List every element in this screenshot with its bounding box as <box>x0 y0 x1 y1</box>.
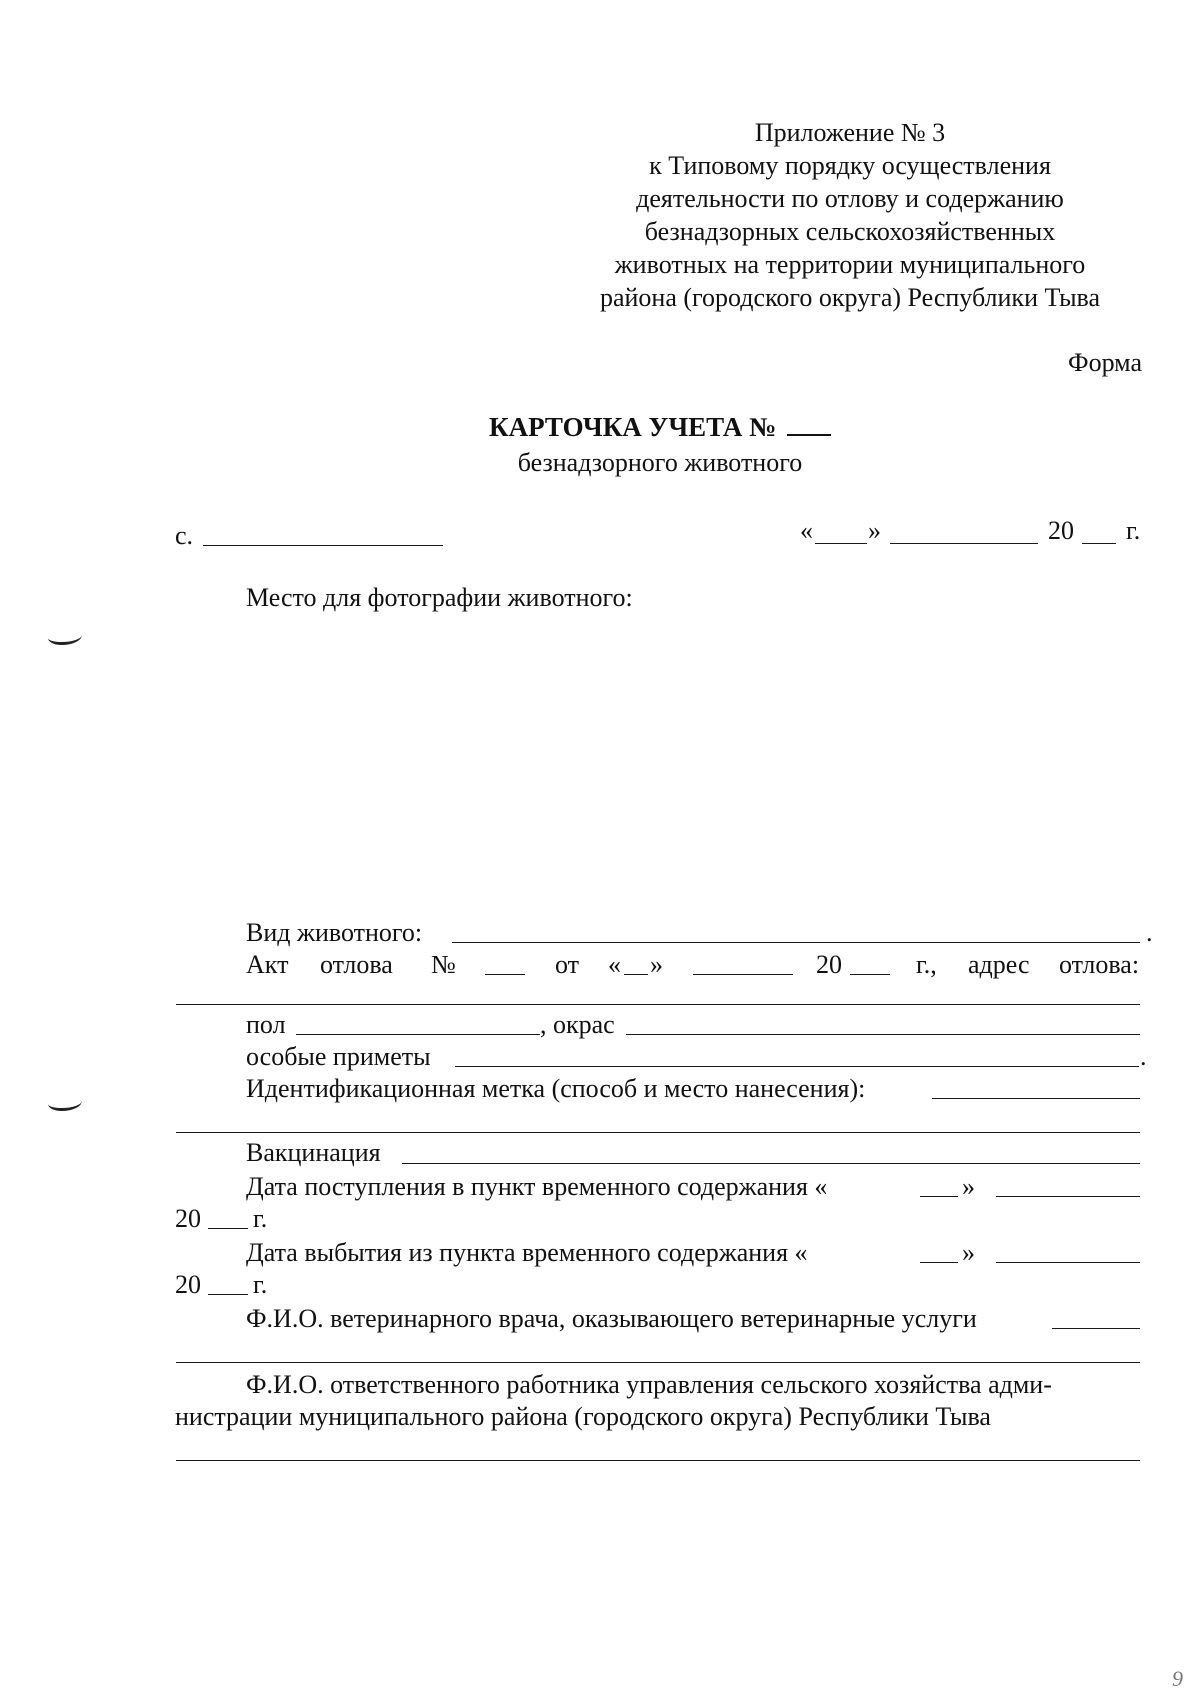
vet-name-label: Ф.И.О. ветеринарного врача, оказывающего ветеринарные услуги <box>246 1304 977 1333</box>
year-prefix: 20 <box>1048 516 1074 545</box>
period: . <box>1140 1042 1147 1071</box>
arrival-year-prefix: 20 <box>175 1204 201 1233</box>
act-label: Акт <box>246 950 289 979</box>
act-capture-label: отлова <box>320 950 393 979</box>
vaccination-field[interactable] <box>402 1163 1140 1164</box>
act-year-prefix: 20 <box>816 950 842 979</box>
page-number: 9 <box>1172 1666 1183 1691</box>
arrival-quote-close: » <box>962 1172 975 1201</box>
photo-label: Место для фотографии животного: <box>246 583 633 612</box>
month-field[interactable] <box>890 543 1038 544</box>
place-field[interactable] <box>203 545 443 546</box>
date-quote-open: « <box>800 516 813 545</box>
departure-month-field[interactable] <box>996 1262 1140 1263</box>
id-tag-label: Идентификационная метка (способ и место нанесения): <box>246 1074 866 1103</box>
act-number-field[interactable] <box>485 974 525 975</box>
card-number-blank[interactable] <box>787 414 831 436</box>
appendix-line: безнадзорных сельскохозяйственных <box>644 217 1056 246</box>
act-day-field[interactable] <box>624 974 648 975</box>
id-tag-field-continued[interactable] <box>176 1132 1140 1133</box>
appendix-line: деятельности по отлову и содержанию <box>636 184 1064 213</box>
place-prefix: с. <box>175 521 194 550</box>
departure-year-suffix: г. <box>253 1270 268 1299</box>
act-address-label: адрес <box>968 950 1030 979</box>
color-field[interactable] <box>626 1034 1140 1035</box>
departure-day-field[interactable] <box>920 1262 958 1263</box>
act-from-label: от <box>555 950 580 979</box>
year-suffix: г. <box>1126 516 1141 545</box>
page-subtitle: безнадзорного животного <box>517 448 803 477</box>
departure-year-prefix: 20 <box>175 1270 201 1299</box>
arrival-date-label: Дата поступления в пункт временного содержания « <box>246 1172 828 1201</box>
appendix-line: Приложение № 3 <box>754 118 946 147</box>
punch-mark <box>48 628 82 645</box>
act-capture-end-label: отлова: <box>1059 950 1140 979</box>
id-tag-field[interactable] <box>932 1098 1140 1099</box>
title-text: КАРТОЧКА УЧЕТА № <box>489 412 777 442</box>
date-quote-close: » <box>868 516 881 545</box>
act-month-field[interactable] <box>693 974 793 975</box>
responsible-label-line2: нистрации муниципального района (городского округа) Республики Тыва <box>175 1402 991 1431</box>
animal-type-field[interactable] <box>452 942 1140 943</box>
responsible-label-line1: Ф.И.О. ответственного работника управления сельского хозяйства адми- <box>246 1370 1052 1399</box>
page-title <box>0 414 1200 441</box>
capture-address-field[interactable] <box>176 1004 1140 1005</box>
arrival-year-field[interactable] <box>208 1228 248 1229</box>
act-no-label: № <box>431 950 456 979</box>
form-label: Форма <box>1068 348 1142 377</box>
departure-quote-close: » <box>962 1238 975 1267</box>
period: . <box>1146 918 1153 947</box>
vet-name-field[interactable] <box>1052 1328 1140 1329</box>
appendix-line: животных на территории муниципального <box>614 250 1086 279</box>
appendix-line: к Типовому порядку осуществления <box>649 151 1051 180</box>
arrival-day-field[interactable] <box>920 1196 958 1197</box>
special-marks-field[interactable] <box>455 1066 1139 1067</box>
sex-field[interactable] <box>296 1034 540 1035</box>
arrival-month-field[interactable] <box>996 1196 1140 1197</box>
year-field[interactable] <box>1082 543 1116 544</box>
departure-year-field[interactable] <box>208 1294 248 1295</box>
appendix-block <box>560 116 1140 314</box>
punch-mark <box>48 1094 82 1111</box>
animal-type-label: Вид животного: <box>246 918 423 947</box>
color-label: , окрас <box>540 1010 615 1039</box>
vet-name-field-continued[interactable] <box>176 1362 1140 1363</box>
photo-area <box>240 620 1060 900</box>
arrival-year-suffix: г. <box>253 1204 268 1233</box>
day-field[interactable] <box>815 543 867 544</box>
act-quote-close: » <box>650 950 663 979</box>
departure-date-label: Дата выбытия из пункта временного содержания « <box>246 1238 808 1267</box>
vaccination-label: Вакцинация <box>246 1138 381 1167</box>
special-marks-label: особые приметы <box>246 1042 431 1071</box>
act-year-suffix: г., <box>916 950 937 979</box>
act-year-field[interactable] <box>850 974 890 975</box>
sex-label: пол <box>246 1010 286 1039</box>
appendix-line: района (городского округа) Республики Тыва <box>599 283 1101 312</box>
act-quote-open: « <box>608 950 621 979</box>
responsible-name-field[interactable] <box>176 1460 1140 1461</box>
